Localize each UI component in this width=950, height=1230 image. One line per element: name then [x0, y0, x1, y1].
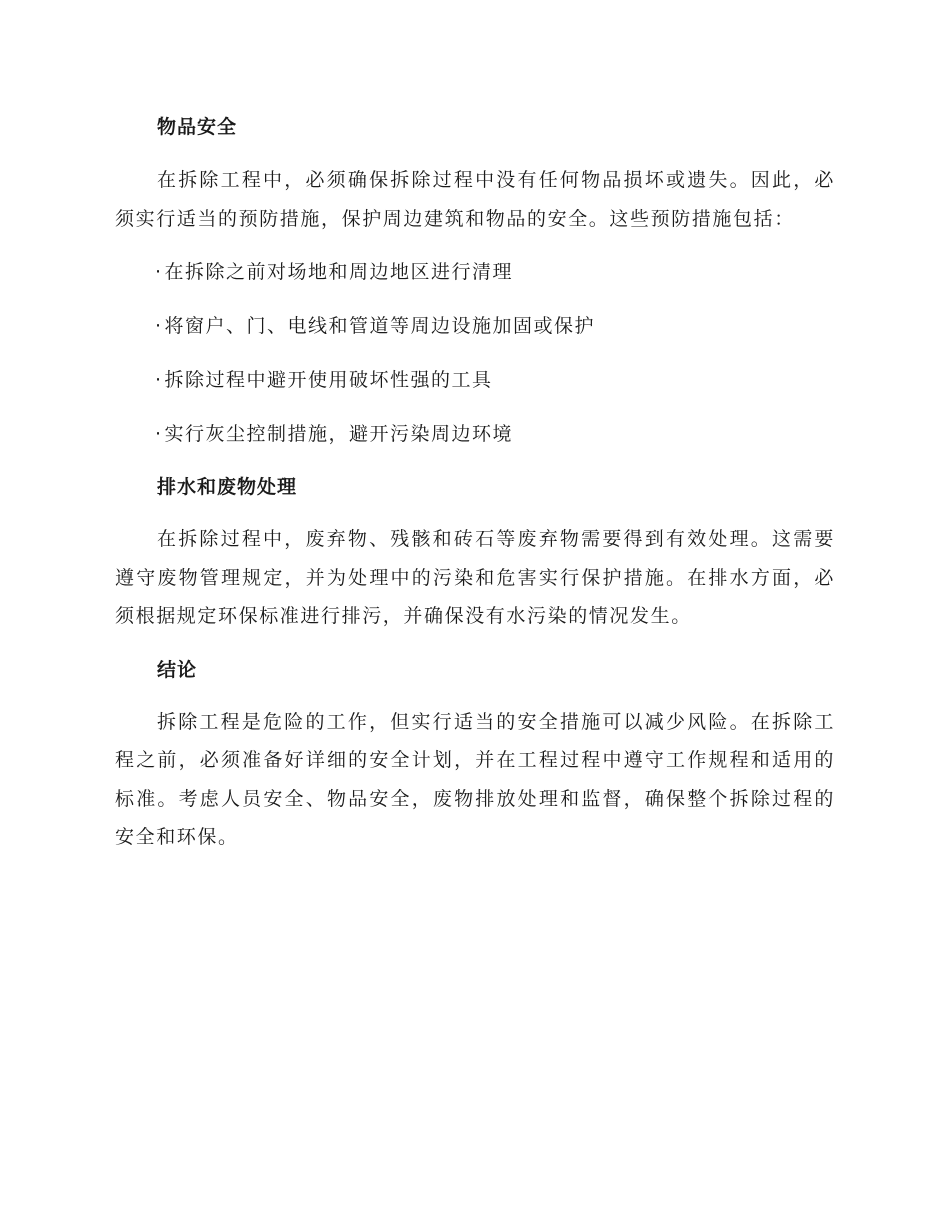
document-content [115, 108, 835, 857]
section-heading-conclusion: 结论 [157, 658, 198, 681]
precaution-list [115, 253, 835, 453]
section-paragraph-conclusion: 拆除工程是危险的工作，但实行适当的安全措施可以减少风险。在拆除工程之前，必须准备好详细的安全计划，并在工程过程中遵守工作规程和适用的标准。考虑人员安全、物品安全，废物排放处理和监督，确保整个拆除过程的安全和环保。 [115, 710, 835, 848]
section-heading-item-safety: 物品安全 [157, 116, 238, 138]
bullet-dot: · [155, 423, 163, 445]
list-item-text: 拆除过程中避开使用破坏性强的工具 [164, 369, 493, 391]
list-item-text: 实行灰尘控制措施，避开污染周边环境 [164, 423, 514, 445]
bullet-dot: · [155, 261, 163, 283]
list-item [155, 307, 835, 345]
list-item-text: 在拆除之前对场地和周边地区进行清理 [164, 261, 514, 283]
list-item [155, 415, 835, 453]
list-item [155, 253, 835, 291]
list-item [155, 361, 835, 399]
section-paragraph-drainage-waste: 在拆除过程中，废弃物、残骸和砖石等废弃物需要得到有效处理。这需要遵守废物管理规定，并为处理中的污染和危害实行保护措施。在排水方面，必须根据规定环保标准进行排污，并确保没有水污染的情况发生。 [115, 528, 835, 627]
bullet-dot: · [155, 369, 163, 391]
bullet-dot: · [155, 315, 163, 337]
section-heading-drainage-waste: 排水和废物处理 [157, 476, 298, 498]
section-paragraph-item-safety: 在拆除工程中，必须确保拆除过程中没有任何物品损坏或遗失。因此，必须实行适当的预防措施，保护周边建筑和物品的安全。这些预防措施包括： [115, 169, 835, 230]
list-item-text: 将窗户、门、电线和管道等周边设施加固或保护 [164, 315, 596, 337]
